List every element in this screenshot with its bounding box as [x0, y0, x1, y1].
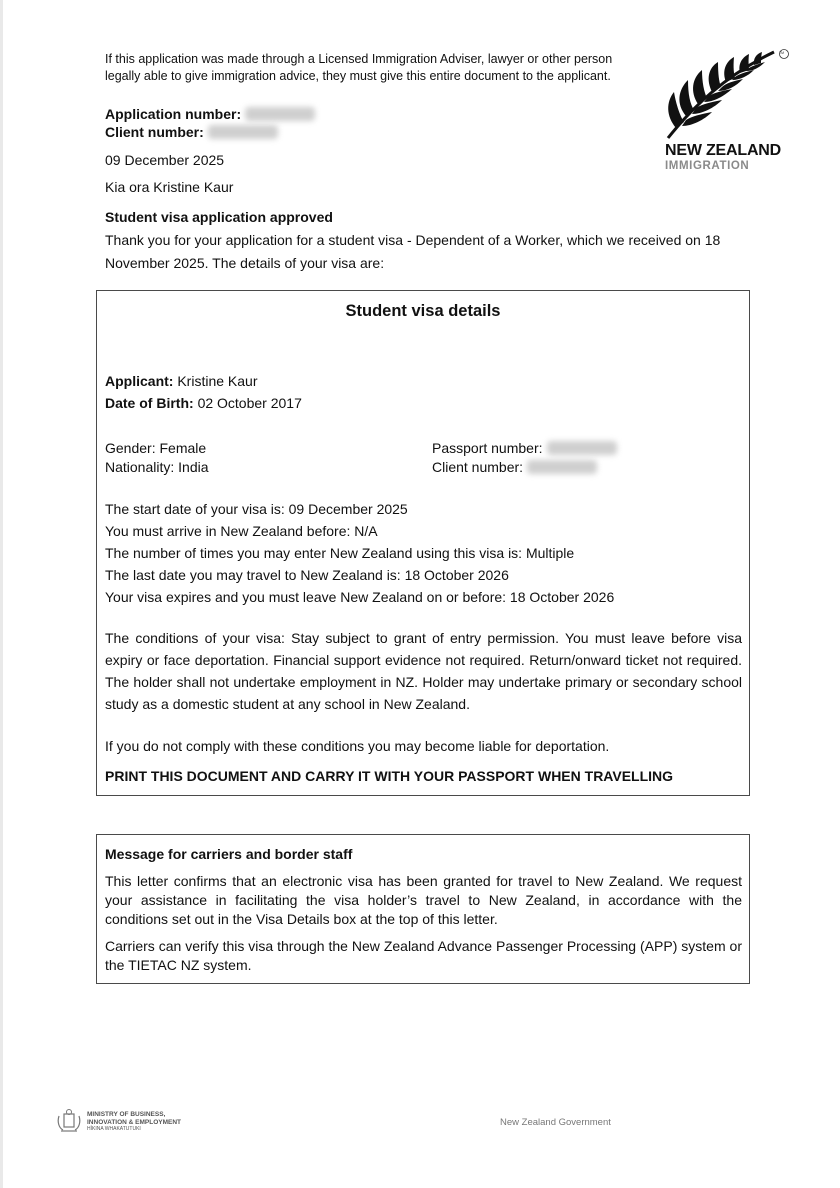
trademark-symbol: TM [779, 51, 785, 55]
letter-date: 09 December 2025 [105, 152, 225, 168]
compliance-warning: If you do not comply with these conditions you may become liable for deportation. [105, 738, 610, 754]
mbie-logo [55, 1108, 225, 1136]
greeting: Kia ora Kristine Kaur [105, 179, 234, 195]
visa-details-title: Student visa details [345, 302, 501, 320]
mbie-line-3: HĪKINA WHAKATUTUKI [87, 1126, 141, 1132]
visa-details-box [96, 290, 750, 796]
redacted-client-number [208, 125, 278, 139]
silver-fern-icon [662, 46, 790, 142]
mbie-line-1: MINISTRY OF BUSINESS, [87, 1111, 166, 1118]
mbie-line-2: INNOVATION & EMPLOYMENT [87, 1118, 182, 1126]
visa-conditions: The conditions of your visa: Stay subject to grant of entry permission. You must leave before visa expiry or face deportation. Financial support evidence not required. Return/onward ticket not required. The holder shall not undertake employment in NZ. Holder may undertake primary or secondary school study as a domestic student at any school in New Zealand. [105, 630, 742, 712]
application-number-label: Application number: [105, 106, 242, 122]
gender: Gender: Female [105, 440, 207, 456]
client-number [105, 123, 278, 142]
application-number [105, 105, 315, 124]
carriers-message-box [96, 834, 750, 984]
coat-of-arms-icon [55, 1108, 83, 1134]
client-number-label: Client number: [105, 124, 204, 140]
approval-heading: Student visa application approved [105, 209, 333, 225]
applicant-label: Applicant: [105, 373, 174, 389]
visa-expiry: Your visa expires and you must leave New Zealand on or before: 18 October 2026 [105, 589, 615, 605]
logo-immigration-text: IMMIGRATION [665, 160, 750, 172]
nz-government-logo: New Zealand Government [500, 1117, 611, 1128]
carriers-heading: Message for carriers and border staff [105, 846, 353, 862]
last-travel-date: The last date you may travel to New Zealand is: 18 October 2026 [105, 567, 509, 583]
nz-immigration-logo [662, 46, 790, 176]
passport-number-label: Passport number: [432, 440, 543, 456]
print-notice: PRINT THIS DOCUMENT AND CARRY IT WITH YOUR PASSPORT WHEN TRAVELLING [105, 768, 674, 784]
visa-client-number [432, 458, 597, 477]
approval-body: Thank you for your application for a student visa - Dependent of a Worker, which we received on 18 November 2025. The details of your visa are: [105, 232, 721, 271]
visa-client-number-label: Client number: [432, 459, 524, 475]
passport-number [432, 439, 617, 458]
carriers-paragraph-1: This letter confirms that an electronic visa has been granted for travel to New Zealand. We request your assistance in facilitating the visa holder’s travel to New Zealand, in accordance with the conditions set out in the Visa Details box at the top of this letter. [105, 873, 742, 927]
arrival-deadline: You must arrive in New Zealand before: N/A [105, 523, 378, 539]
redacted-passport-number [547, 441, 617, 455]
nationality: Nationality: India [105, 459, 209, 475]
redacted-application-number [245, 107, 315, 121]
dob-line [105, 394, 302, 413]
applicant-value: Kristine Kaur [177, 373, 258, 389]
page-edge-shade [0, 0, 3, 1188]
applicant-line [105, 372, 258, 391]
visa-terms [105, 498, 614, 608]
carriers-paragraph-2: Carriers can verify this visa through the New Zealand Advance Passenger Processing (APP) system or the TIETAC NZ system. [105, 938, 742, 973]
redacted-visa-client-number [527, 460, 597, 474]
dob-value: 02 October 2017 [197, 395, 302, 411]
mbie-text [87, 1111, 181, 1134]
visa-start-date: The start date of your visa is: 09 December 2025 [105, 501, 408, 517]
logo-new-zealand-text: NEW ZEALAND [665, 142, 782, 159]
number-of-entries: The number of times you may enter New Zealand using this visa is: Multiple [105, 545, 575, 561]
adviser-notice: If this application was made through a Licensed Immigration Adviser, lawyer or other person legally able to give immigration advice, they must give this entire document to the applicant. [105, 52, 613, 83]
dob-label: Date of Birth: [105, 395, 194, 411]
